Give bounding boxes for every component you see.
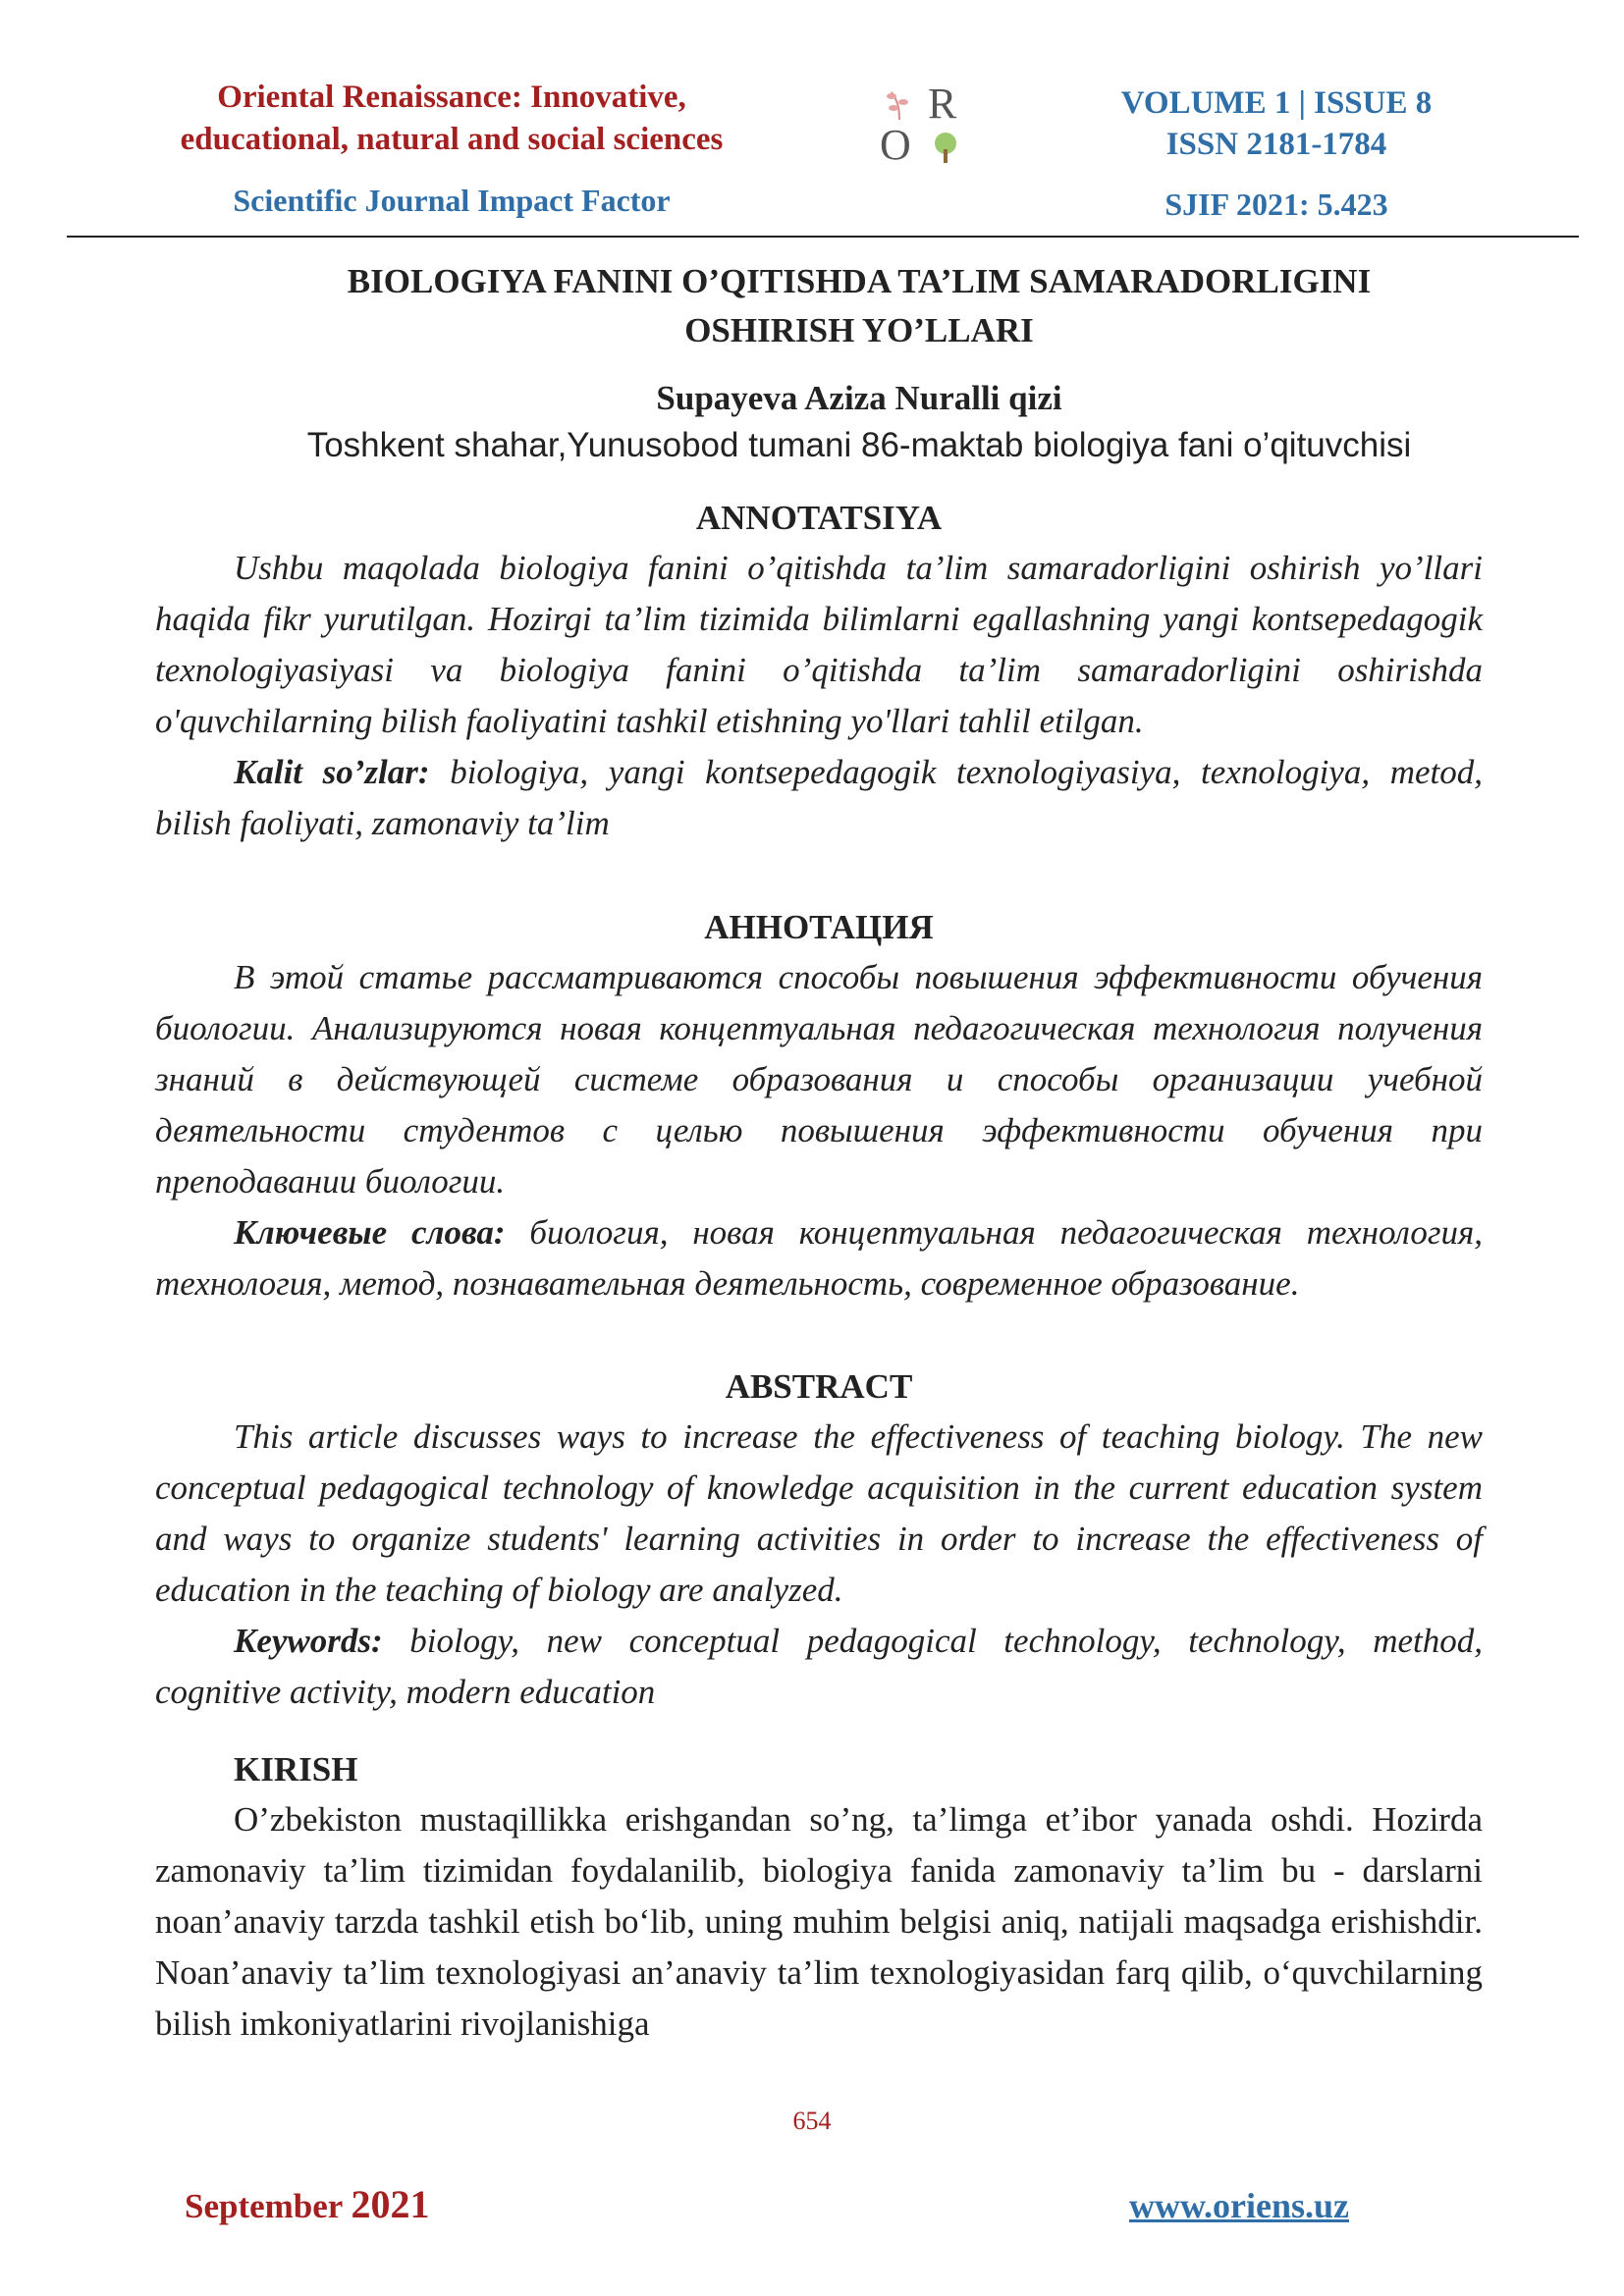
- annotatsiya-ru-heading: АННОТАЦИЯ: [704, 908, 934, 946]
- annotatsiya-ru-section: [155, 903, 1483, 1309]
- annotatsiya-ru-text: В этой статье рассматриваются способы повышения эффективности обучения биологии. Анализируются новая концептуальная педагогическая технология получения знаний в действующей системе образования и способы организации учебной деятельности студентов с целью повышения эффективности обучения при преподавании биологии.: [155, 958, 1483, 1201]
- abstract-keywords: [155, 1616, 1483, 1718]
- issue-year: 2021: [351, 2182, 430, 2226]
- journal-logo: [874, 80, 982, 169]
- abstract-heading: ABSTRACT: [725, 1367, 913, 1406]
- journal-header-right: [1070, 82, 1483, 223]
- tree-icon: [929, 132, 962, 165]
- journal-header-left: [137, 77, 766, 219]
- annotatsiya-text: Ushbu maqolada biologiya fanini o’qitishda ta’lim samaradorligini oshirish yo’llari haqida fikr yurutilgan. Hozirgi ta’lim tizimida bilimlarni egallashning yangi kontsepedagogik texnologiyasiyasi va biologiya fanini o’qitishda ta’lim samaradorligini oshirishda o'quvchilarning bilish faoliyatini tashkil etishning yo'llari tahlil etilgan.: [155, 549, 1483, 740]
- issn: ISSN 2181-1784: [1165, 127, 1387, 162]
- annotatsiya-heading: ANNOTATSIYA: [695, 499, 943, 537]
- annotatsiya-keywords: [155, 747, 1483, 849]
- abstract-text: This article discusses ways to increase the effectiveness of teaching biology. The new conceptual pedagogical technology of knowledge acquisition in the current education system and ways to organize students' learning activities in order to increase the effectiveness of education in the teaching of biology are analyzed.: [155, 1417, 1483, 1609]
- volume-issue: VOLUME 1 | ISSUE 8: [1120, 85, 1433, 121]
- article-title-line1: BIOLOGIYA FANINI O’QITISHDA TA’LIM SAMARADORLIGINI: [347, 262, 1372, 300]
- article-title-line2: OSHIRISH YO’LLARI: [684, 311, 1034, 349]
- issue-month: September: [185, 2187, 352, 2225]
- leaf-sprig-icon: [880, 86, 919, 122]
- annotatsiya-section: [155, 494, 1483, 849]
- impact-factor-label: Scientific Journal Impact Factor: [233, 183, 671, 218]
- logo-letter-r: R: [928, 80, 957, 128]
- journal-name-line1: Oriental Renaissance: Innovative,: [217, 80, 686, 115]
- keywords-label: Kalit so’zlar:: [234, 753, 430, 791]
- keywords-text: biologiya, yangi kontsepedagogik texnologiyasiya, texnologiya, metod, bilish faoliyati, zamonaviy ta’lim: [155, 753, 1484, 842]
- abstract-keywords-label: Keywords:: [234, 1622, 383, 1660]
- abstract-keywords-text: biology, new conceptual pedagogical technology, technology, method, cognitive activity, modern education: [155, 1622, 1483, 1711]
- page-number: 654: [792, 2107, 832, 2135]
- website-link[interactable]: www.oriens.uz: [1129, 2186, 1349, 2225]
- abstract-section: [155, 1362, 1483, 1718]
- keywords-ru-label: Ключевые слова:: [234, 1213, 506, 1252]
- issue-date: [185, 2181, 429, 2227]
- sjif-score: SJIF 2021: 5.423: [1164, 187, 1388, 222]
- author-affiliation: Toshkent shahar,Yunusobod tumani 86-maktab biologiya fani o’qituvchisi: [306, 426, 1412, 464]
- author-name: Supayeva Aziza Nuralli qizi: [656, 379, 1062, 417]
- kirish-text: O’zbekiston mustaqillikka erishgandan so’ng, ta’limga et’ibor yanada oshdi. Hozirda zamonaviy ta’lim tizimidan foydalanilib, biologiya fanida zamonaviy ta’lim bu - darslarni noan’anaviy tarzda tashkil etish bo‘lib, uning muhim belgisi aniq, natijali maqsadga erishishdir. Noan’anaviy ta’lim texnologiyasi an’anaviy ta’lim texnologiyasidan farq qilib, o‘quvchilarning bilish imkoniyatlarini rivojlanishiga: [155, 1800, 1483, 2043]
- annotatsiya-ru-keywords: [155, 1207, 1483, 1309]
- keywords-ru-text: биология, новая концептуальная педагогическая технология, технология, метод, познавательная деятельность, современное образование.: [155, 1213, 1483, 1303]
- article-title: [196, 257, 1522, 355]
- kirish-section: [155, 1745, 1483, 2050]
- logo-letter-o: O: [880, 121, 911, 169]
- kirish-heading: KIRISH: [234, 1750, 358, 1789]
- header-divider: [67, 236, 1579, 238]
- journal-name-line2: educational, natural and social sciences: [180, 122, 724, 157]
